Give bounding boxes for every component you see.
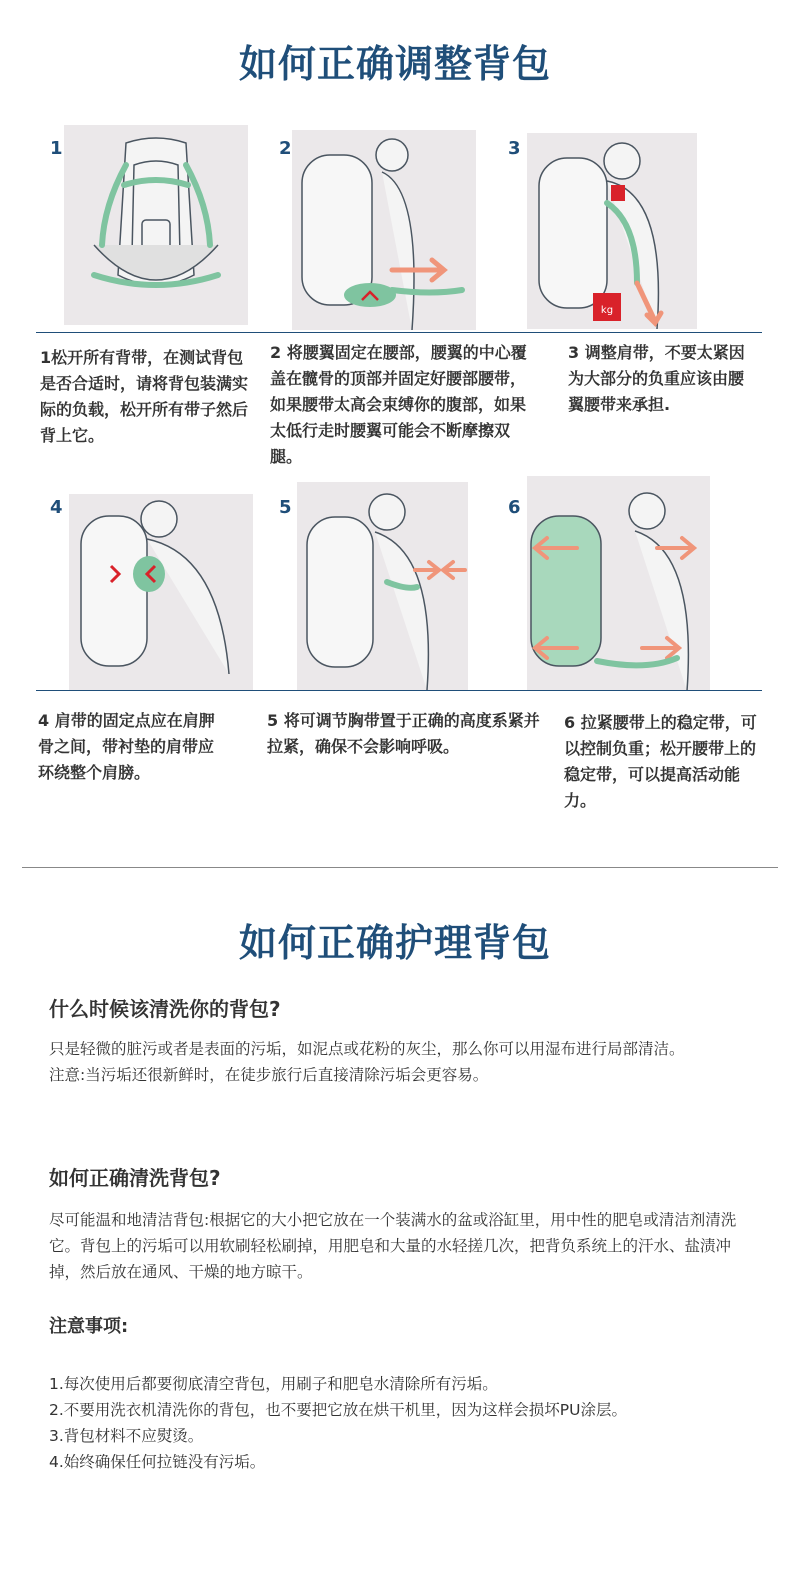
section-title-adjust: 如何正确调整背包 [238, 42, 551, 86]
step-number-6: 6 [508, 497, 521, 518]
step-number-3: 3 [508, 138, 521, 159]
answer-how-to-wash: 尽可能温和地清洁背包:根据它的大小把它放在一个装满水的盆或浴缸里，用中性的肥皂或清洁剂清洗它。背包上的污垢可以用软刷轻松刷掉，用肥皂和大量的水轻搓几次，把背负系统上的汗水、盐渍冲掉，然后放在通风、干燥的地方晾干。 [49, 1211, 737, 1281]
answer-when-to-wash-text: 只是轻微的脏污或者是表面的污垢，如泥点或花粉的灰尘，那么你可以用湿布进行局部清洁。 [49, 1040, 685, 1058]
notes-item: 1.每次使用后都要彻底清空背包，用刷子和肥皂水清除所有污垢。 [49, 1375, 498, 1393]
notes-title: 注意事项: [49, 1316, 129, 1337]
step-number-5: 5 [279, 497, 292, 518]
question-how-to-wash: 如何正确清洗背包? [49, 1166, 221, 1190]
step-5-illustration [297, 482, 468, 690]
step-number-4: 4 [50, 497, 63, 518]
step-2-caption: 2 将腰翼固定在腰部，腰翼的中心覆盖在髋骨的顶部并固定好腰部腰带，如果腰带太高会束缚你的腹部，如果太低行走时腰翼可能会不断摩擦双腿。 [270, 343, 527, 466]
notes-item: 2.不要用洗衣机清洗你的背包，也不要把它放在烘干机里，因为这样会损坏PU涂层。 [49, 1401, 627, 1419]
step-3-caption: 3 调整肩带，不要太紧因为大部分的负重应该由腰翼腰带来承担. [568, 343, 745, 414]
notes-item: 4.始终确保任何拉链没有污垢。 [49, 1453, 266, 1471]
step-2-illustration [292, 130, 476, 330]
answer-when-to-wash [49, 1036, 759, 1088]
step-6-illustration [527, 476, 710, 691]
question-when-to-wash: 什么时候该清洗你的背包? [49, 997, 281, 1021]
step-3-illustration [527, 133, 697, 329]
step-4-caption: 4 肩带的固定点应在肩胛骨之间，带衬垫的肩带应环绕整个肩膀。 [38, 711, 215, 782]
answer-when-to-wash-note: 注意:当污垢还很新鲜时，在徒步旅行后直接清除污垢会更容易。 [49, 1066, 489, 1084]
step-6-caption: 6 拉紧腰带上的稳定带，可以控制负重；松开腰带上的稳定带，可以提高活动能力。 [564, 713, 757, 810]
kg-weight-label: kg [600, 305, 614, 316]
notes-list [49, 1371, 769, 1475]
step-number-1: 1 [50, 138, 63, 159]
step-4-illustration [69, 494, 253, 690]
step-number-2: 2 [279, 138, 292, 159]
step-5-caption: 5 将可调节胸带置于正确的高度系紧并拉紧，确保不会影响呼吸。 [267, 711, 540, 756]
step-1-illustration [64, 125, 248, 325]
section-title-care: 如何正确护理背包 [238, 921, 551, 965]
row-1-rule [36, 332, 762, 333]
row-2-rule [36, 690, 762, 691]
step-1-caption: 1松开所有背带，在测试背包是否合适时，请将背包装满实际的负载，松开所有带子然后背上它。 [40, 348, 249, 445]
notes-item: 3.背包材料不应熨烫。 [49, 1427, 204, 1445]
section-divider [22, 867, 778, 868]
